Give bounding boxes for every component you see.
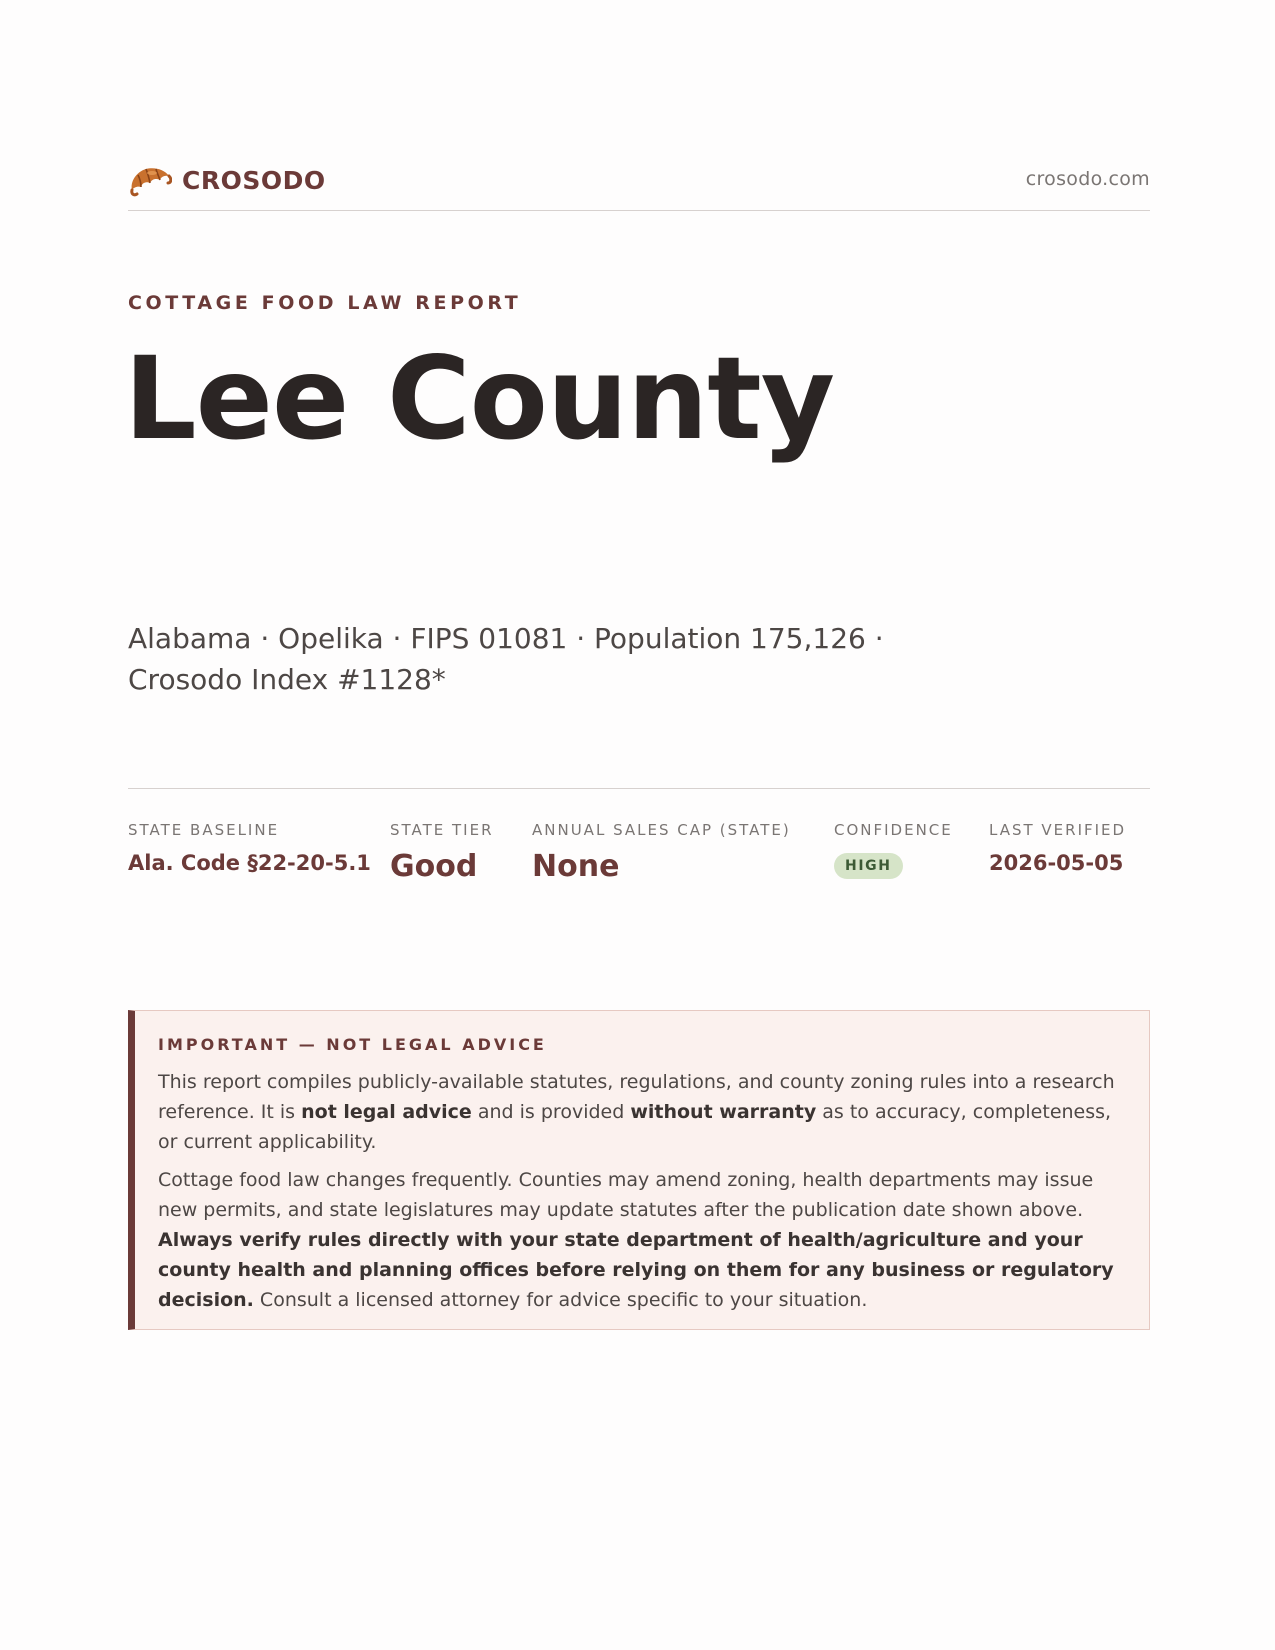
stat-state-baseline (128, 821, 371, 875)
page-header (128, 160, 1150, 211)
notice-text: as to accuracy, completeness, or current applicability. (158, 1101, 1112, 1153)
stat-last-verified (989, 821, 1126, 875)
stat-value: Good (390, 849, 478, 884)
stat-label: CONFIDENCE (834, 821, 953, 839)
notice-text: Consult a licensed attorney for advice specific to your situation. (253, 1289, 868, 1311)
notice-emphasis: Always verify rules directly with your state department of health/agriculture and your county health and planning offices before relying on them for any business or regulatory decision. (158, 1229, 1114, 1311)
brand (128, 160, 326, 200)
report-eyebrow: COTTAGE FOOD LAW REPORT (128, 292, 522, 314)
confidence-badge: HIGH (834, 853, 903, 879)
notice-emphasis: not legal advice (301, 1101, 472, 1123)
county-subtitle (128, 618, 888, 700)
stats-row (128, 788, 1150, 889)
stat-state-tier (390, 821, 494, 884)
brand-name: CROSODO (182, 165, 326, 195)
site-url[interactable]: crosodo.com (1025, 168, 1150, 190)
notice-paragraph-2 (158, 1165, 1123, 1315)
subtitle-line-2: Crosodo Index #1128* (128, 663, 446, 696)
croissant-icon (128, 160, 172, 200)
notice-emphasis: without warranty (630, 1101, 817, 1123)
stat-confidence (834, 821, 953, 879)
stat-value: Ala. Code §22-20-5.1 (128, 851, 371, 875)
stat-label: STATE BASELINE (128, 821, 280, 839)
subtitle-line-1: Alabama · Opelika · FIPS 01081 · Population 175,126 · (128, 622, 884, 655)
legal-notice (128, 1010, 1150, 1330)
stat-label: ANNUAL SALES CAP (STATE) (532, 821, 791, 839)
stat-value: 2026-05-05 (989, 851, 1124, 875)
notice-text: and is provided (471, 1101, 631, 1123)
stat-label: LAST VERIFIED (989, 821, 1127, 839)
stat-sales-cap (532, 821, 791, 884)
stat-value: None (532, 849, 620, 884)
notice-text: This report compiles publicly-available statutes, regulations, and county zoning rules into a research reference. It is (158, 1071, 1115, 1123)
stat-label: STATE TIER (390, 821, 494, 839)
page-title: Lee County (124, 332, 835, 465)
notice-text: Cottage food law changes frequently. Counties may amend zoning, health departments may issue new permits, and state legislatures may update statutes after the publication date shown above. (158, 1169, 1094, 1221)
notice-paragraph-1 (158, 1067, 1123, 1157)
notice-title: IMPORTANT — NOT LEGAL ADVICE (158, 1035, 547, 1054)
